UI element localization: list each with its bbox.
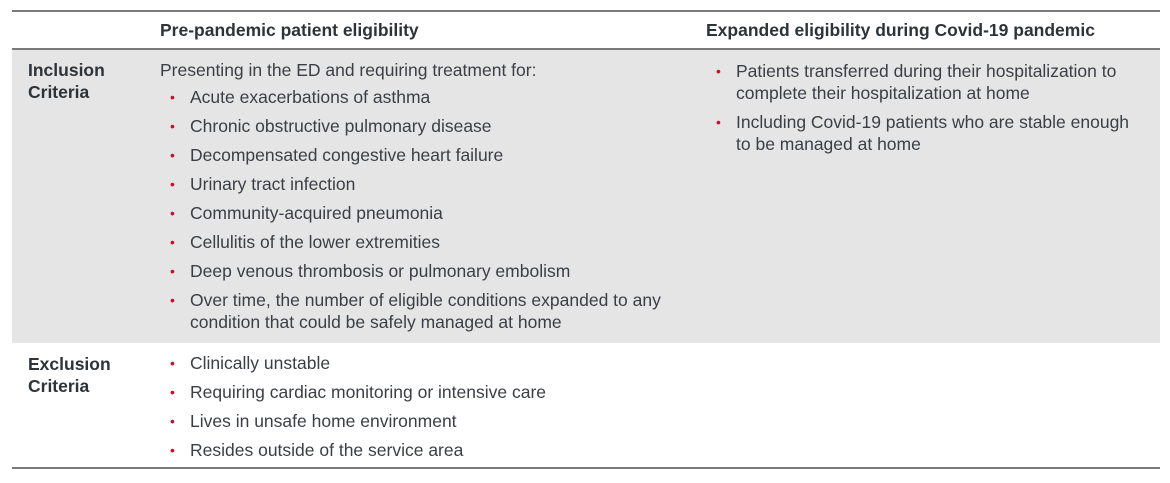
bullet-icon: •: [716, 63, 721, 79]
list-item: [160, 381, 690, 403]
list-item-text: Lives in unsafe home environment: [190, 411, 457, 431]
list-item: [160, 352, 690, 374]
list-item: [160, 202, 690, 224]
list-item: [706, 111, 1136, 155]
inclusion-pre-cell: [160, 56, 690, 340]
label-line: Exclusion: [28, 354, 111, 374]
list-item-text: Including Covid-19 patients who are stable enough to be managed at home: [736, 112, 1130, 154]
list-item-text: Cellulitis of the lower extremities: [190, 232, 440, 252]
inclusion-expanded-cell: [706, 60, 1136, 162]
bullet-icon: •: [170, 234, 175, 250]
exclusion-pre-cell: [160, 352, 690, 468]
header-expanded: Expanded eligibility during Covid-19 pandemic: [706, 20, 1095, 40]
list-item: [160, 144, 690, 166]
inclusion-intro: Presenting in the ED and requiring treatment for:: [160, 60, 537, 80]
list-item: [160, 289, 690, 333]
bullet-icon: •: [170, 442, 175, 458]
bullet-icon: •: [170, 176, 175, 192]
bullet-icon: •: [716, 114, 721, 130]
bullet-icon: •: [170, 384, 175, 400]
list-item-text: Urinary tract infection: [190, 174, 356, 194]
list-item-text: Patients transferred during their hospitalization to complete their hospitalization at home: [736, 61, 1117, 103]
list-item-text: Decompensated congestive heart failure: [190, 145, 504, 165]
list-item-text: Over time, the number of eligible conditions expanded to any condition that could be safely managed at home: [190, 290, 661, 332]
list-item-text: Chronic obstructive pulmonary disease: [190, 116, 492, 136]
list-item: [160, 115, 690, 137]
bullet-icon: •: [170, 89, 175, 105]
bullet-icon: •: [170, 292, 175, 308]
list-item-text: Community-acquired pneumonia: [190, 203, 443, 223]
inclusion-expanded-list: [706, 60, 1136, 155]
list-item-text: Resides outside of the service area: [190, 440, 464, 460]
bullet-icon: •: [170, 205, 175, 221]
bullet-icon: •: [170, 355, 175, 371]
inclusion-pre-list: [160, 86, 690, 333]
list-item: [160, 173, 690, 195]
list-item-text: Clinically unstable: [190, 353, 331, 373]
list-item: [160, 260, 690, 282]
list-item: [160, 439, 690, 461]
bottom-rule: [12, 467, 1160, 469]
bullet-icon: •: [170, 413, 175, 429]
bullet-icon: •: [170, 147, 175, 163]
bullet-icon: •: [170, 118, 175, 134]
label-line: Criteria: [28, 82, 90, 102]
header-pre-pandemic: Pre-pandemic patient eligibility: [160, 20, 419, 40]
inclusion-label: [28, 59, 105, 103]
list-item: [160, 231, 690, 253]
list-item: [706, 60, 1136, 104]
label-line: Criteria: [28, 376, 90, 396]
list-item-text: Deep venous thrombosis or pulmonary embolism: [190, 261, 571, 281]
list-item: [160, 410, 690, 432]
bullet-icon: •: [170, 263, 175, 279]
list-item-text: Acute exacerbations of asthma: [190, 87, 431, 107]
label-line: Inclusion: [28, 60, 105, 80]
list-item-text: Requiring cardiac monitoring or intensive care: [190, 382, 547, 402]
exclusion-label: [28, 353, 111, 397]
exclusion-pre-list: [160, 352, 690, 461]
list-item: [160, 86, 690, 108]
